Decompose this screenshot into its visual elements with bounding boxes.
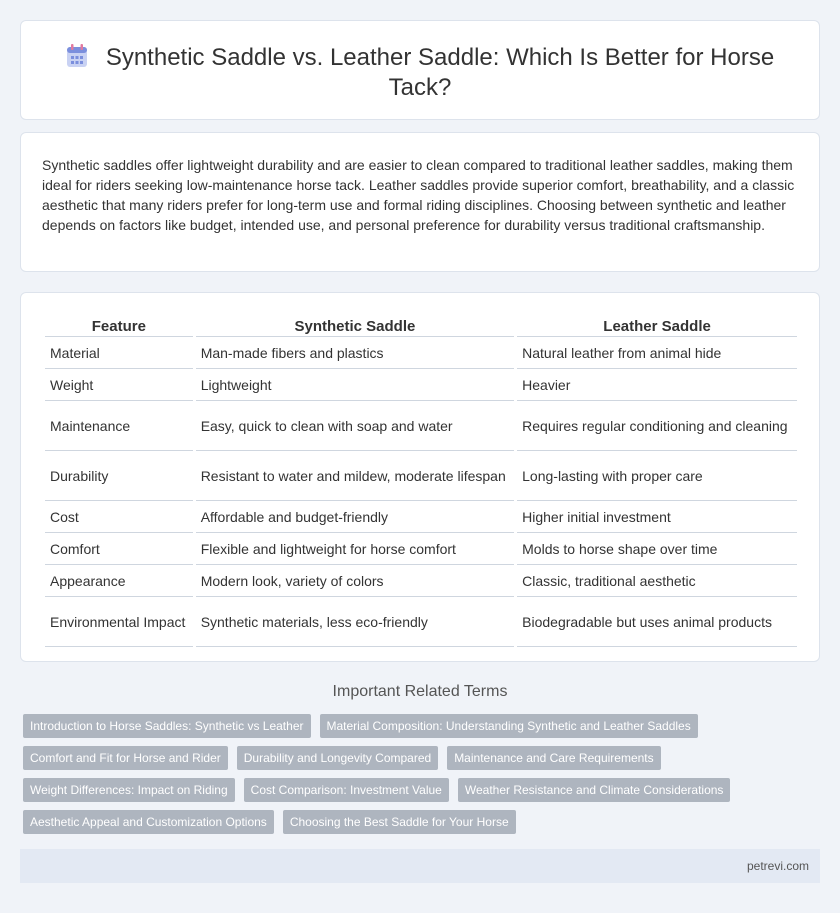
column-header: Leather Saddle [517, 316, 797, 337]
table-row [45, 402, 797, 451]
related-term-tag[interactable]: Weather Resistance and Climate Considerations [458, 778, 731, 802]
table-cell: Resistant to water and mildew, moderate lifespan [196, 452, 514, 501]
table-cell: Appearance [45, 566, 193, 597]
related-term-tag[interactable]: Durability and Longevity Compared [237, 746, 438, 770]
related-term-tag[interactable]: Material Composition: Understanding Synthetic and Leather Saddles [320, 714, 698, 738]
tag-row [23, 714, 823, 738]
table-cell: Requires regular conditioning and cleaning [517, 402, 797, 451]
intro-paragraph: Synthetic saddles offer lightweight durability and are easier to clean compared to traditional leather saddles, making them ideal for riders seeking low-maintenance horse tack. Leather saddles provide superior comfort, breathability, and a classic aesthetic that many riders prefer for long-term use and formal riding disciplines. Choosing between synthetic and leather depends on factors like budget, intended use, and personal preference for durability versus traditional craftsmanship. [42, 157, 795, 233]
related-term-tag[interactable]: Comfort and Fit for Horse and Rider [23, 746, 228, 770]
table-header-row [45, 316, 797, 337]
comparison-table-card [20, 292, 820, 662]
related-term-tag[interactable]: Maintenance and Care Requirements [447, 746, 660, 770]
table-row [45, 452, 797, 501]
table-cell: Material [45, 338, 193, 369]
comparison-table [42, 315, 800, 648]
table-cell: Heavier [517, 370, 797, 401]
table-cell: Synthetic materials, less eco-friendly [196, 598, 514, 647]
table-cell: Modern look, variety of colors [196, 566, 514, 597]
table-row [45, 566, 797, 597]
related-terms-title: Important Related Terms [332, 683, 508, 700]
related-term-tag[interactable]: Choosing the Best Saddle for Your Horse [283, 810, 516, 834]
related-terms-tags [23, 714, 823, 842]
table-cell: Flexible and lightweight for horse comfort [196, 534, 514, 565]
table-cell: Classic, traditional aesthetic [517, 566, 797, 597]
table-cell: Comfort [45, 534, 193, 565]
related-term-tag[interactable]: Cost Comparison: Investment Value [244, 778, 449, 802]
table-cell: Natural leather from animal hide [517, 338, 797, 369]
table-row [45, 502, 797, 533]
table-cell: Easy, quick to clean with soap and water [196, 402, 514, 451]
related-term-tag[interactable]: Aesthetic Appeal and Customization Options [23, 810, 274, 834]
table-cell: Environmental Impact [45, 598, 193, 647]
header-card [20, 20, 820, 120]
table-cell: Weight [45, 370, 193, 401]
footer-site-link[interactable]: petrevi.com [746, 859, 809, 873]
table-cell: Affordable and budget-friendly [196, 502, 514, 533]
tag-row [23, 746, 823, 770]
calendar-grid-icon [66, 44, 88, 68]
table-row [45, 534, 797, 565]
page-title-wrap [61, 43, 779, 103]
tag-row [23, 810, 823, 834]
table-row [45, 370, 797, 401]
table-row [45, 338, 797, 369]
related-term-tag[interactable]: Introduction to Horse Saddles: Synthetic vs Leather [23, 714, 311, 738]
footer [20, 849, 820, 883]
table-row [45, 598, 797, 647]
table-cell: Long-lasting with proper care [517, 452, 797, 501]
table-cell: Maintenance [45, 402, 193, 451]
intro-card [20, 132, 820, 272]
table-cell: Durability [45, 452, 193, 501]
column-header: Synthetic Saddle [196, 316, 514, 337]
table-cell: Biodegradable but uses animal products [517, 598, 797, 647]
table-cell: Lightweight [196, 370, 514, 401]
column-header: Feature [45, 316, 193, 337]
table-cell: Cost [45, 502, 193, 533]
related-term-tag[interactable]: Weight Differences: Impact on Riding [23, 778, 235, 802]
table-cell: Higher initial investment [517, 502, 797, 533]
table-cell: Molds to horse shape over time [517, 534, 797, 565]
page-title: Synthetic Saddle vs. Leather Saddle: Which Is Better for Horse Tack? [105, 44, 775, 101]
tag-row [23, 778, 823, 802]
table-cell: Man-made fibers and plastics [196, 338, 514, 369]
